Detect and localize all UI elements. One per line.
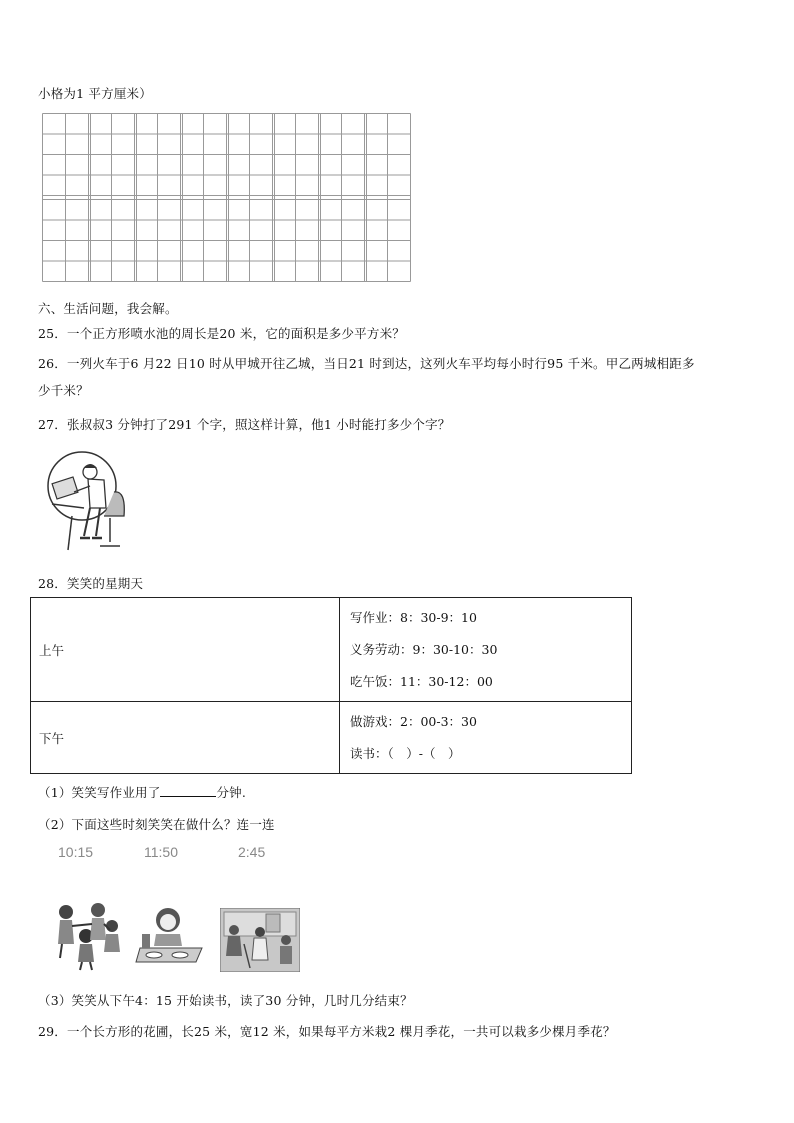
sub-question-2: （2）下面这些时刻笑笑在做什么？连一连 bbox=[38, 817, 275, 832]
question-29: 29．一个长方形的花圃，长25 米，宽12 米，如果每平方米栽2 棵月季花，一共可以栽多少棵月季花？ bbox=[38, 1024, 616, 1039]
question-26-line1: 26．一列火车于6 月22 日10 时从甲城开往乙城，当日21 时到达，这列火车平均每小时行95 千米。甲乙两城相距多 bbox=[38, 356, 695, 371]
cleaning-work-picture bbox=[220, 908, 300, 975]
sub-question-1-prefix: （1）笑笑写作业用了 bbox=[38, 785, 161, 800]
eating-lunch-picture bbox=[134, 904, 206, 975]
schedule-item: 做游戏：2：00-3：30 bbox=[350, 713, 477, 729]
schedule-item: 写作业：8：30-9：10 bbox=[350, 609, 477, 625]
time-label: 10:15 bbox=[58, 844, 94, 860]
answer-blank[interactable] bbox=[160, 785, 216, 797]
schedule-item: 义务劳动：9：30-10：30 bbox=[350, 641, 498, 657]
afternoon-items bbox=[340, 702, 632, 774]
typing-man-illustration bbox=[44, 446, 134, 557]
question-26-line2: 少千米？ bbox=[38, 383, 89, 398]
schedule-table bbox=[30, 597, 632, 774]
time-label: 11:50 bbox=[144, 844, 178, 860]
question-28-title: 28．笑笑的星期天 bbox=[38, 576, 144, 591]
morning-row bbox=[31, 598, 632, 702]
morning-items bbox=[340, 598, 632, 702]
afternoon-label: 下午 bbox=[31, 702, 340, 774]
sub-question-1-suffix: 分钟. bbox=[216, 785, 247, 800]
question-27: 27．张叔叔3 分钟打了291 个字，照这样计算，他1 小时能打多少个字？ bbox=[38, 417, 451, 432]
question-25: 25．一个正方形喷水池的周长是20 米，它的面积是多少平方米？ bbox=[38, 326, 405, 341]
schedule-item: 吃午饭：11：30-12：00 bbox=[350, 673, 493, 689]
square-grid bbox=[42, 113, 414, 286]
morning-label: 上午 bbox=[31, 598, 340, 702]
sub-question-3: （3）笑笑从下午4：15 开始读书，读了30 分钟，几时几分结束？ bbox=[38, 993, 413, 1008]
grid-caption: 小格为1 平方厘米） bbox=[38, 86, 152, 101]
time-label: 2:45 bbox=[238, 844, 266, 860]
schedule-item: 读书：（ ）-（ ） bbox=[350, 745, 461, 761]
section-title: 六、生活问题，我会解。 bbox=[38, 301, 178, 316]
sub-question-1 bbox=[38, 783, 246, 801]
playing-children-picture bbox=[52, 900, 126, 975]
afternoon-row bbox=[31, 702, 632, 774]
